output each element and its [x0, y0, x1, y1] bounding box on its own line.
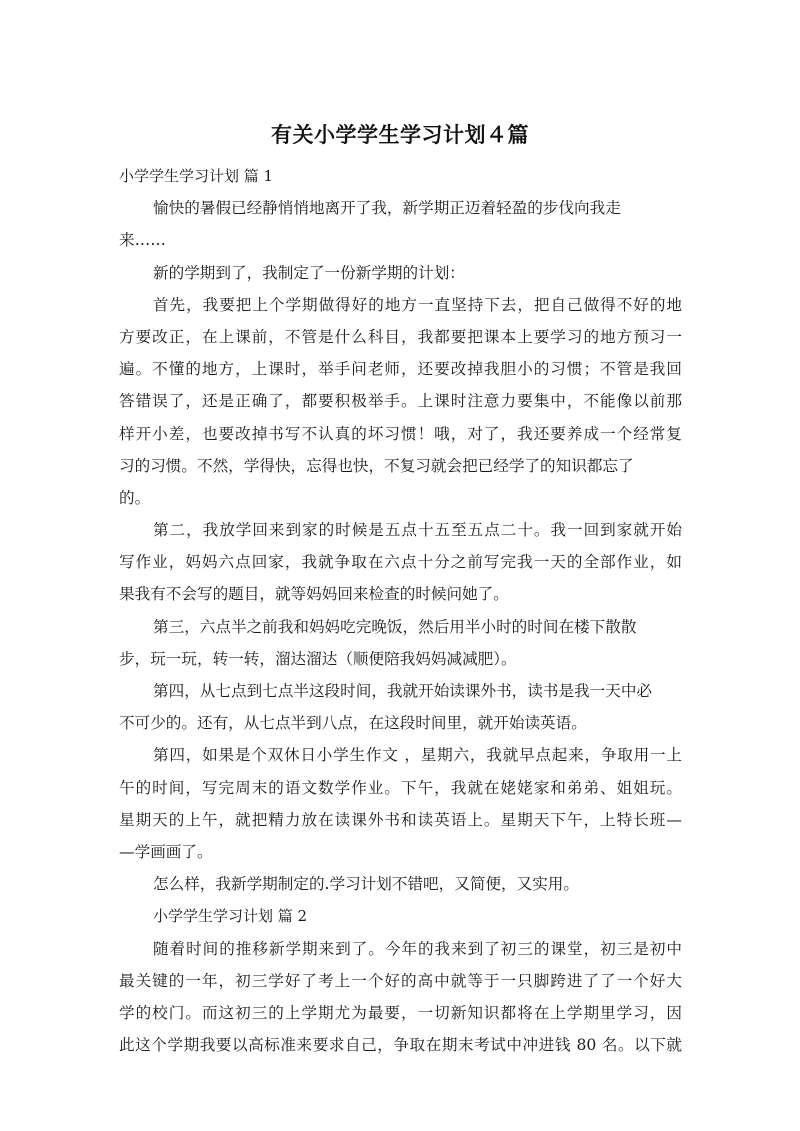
text-line: 答错误了，还是正确了，都要积极举手。上课时注意力要集中，不能像以前那	[119, 392, 682, 411]
text-line: 的。	[119, 488, 151, 507]
document-body	[119, 160, 682, 1061]
text-line: 午的时间，写完周末的语文数学作业。下午，我就在姥姥家和弟弟、姐姐玩。	[119, 778, 682, 797]
text-line: 随着时间的推移新学期来到了。今年的我来到了初三的课堂，初三是初中	[153, 939, 682, 958]
text-line: 样开小差，也要改掉书写不认真的坏习惯！哦，对了，我还要养成一个经常复	[119, 424, 682, 443]
text-line: 新的学期到了，我制定了一份新学期的计划：	[153, 263, 465, 282]
text-line: 第二，我放学回来到家的时候是五点十五至五点二十。我一回到家就开始	[153, 521, 682, 540]
text-line: 第三，六点半之前我和妈妈吃完晚饭，然后用半小时的时间在楼下散散	[153, 617, 637, 636]
text-line: 来……	[119, 231, 166, 250]
text-line: 不可少的。还有，从七点半到八点，在这段时间里，就开始读英语。	[119, 714, 587, 733]
text-line: 习的习惯。不然，学得快，忘得也快，不复习就会把已经学了的知识都忘了	[119, 456, 634, 475]
text-line: 第四，从七点到七点半这段时间，我就开始读课外书，读书是我一天中必	[153, 682, 653, 700]
text-line: 怎么样，我新学期制定的.学习计划不错吧，又简便，又实用。	[153, 875, 579, 894]
section-heading: 小学学生学习计划 篇 1	[119, 167, 274, 185]
document-title: 有关小学学生学习计划４篇	[271, 123, 529, 147]
text-line: 学的校门。而这初三的上学期尤为最要，一切新知识都将在上学期里学习，因	[119, 1003, 682, 1022]
text-line: 第四，如果是个双休日小学生作文 ，星期六，我就早点起来，争取用一上	[153, 746, 682, 765]
text-line: 果我有不会写的题目，就等妈妈回来检查的时候问她了。	[119, 585, 509, 604]
text-line: 最关键的一年，初三学好了考上一个好的高中就等于一只脚跨进了了一个好大	[119, 971, 682, 990]
section-heading: 小学学生学习计划 篇 2	[153, 907, 308, 926]
text-line: 遍。不懂的地方，上课时，举手问老师，还要改掉我胆小的习惯；不管是我回	[119, 360, 682, 379]
text-line: —学画画了。	[119, 842, 213, 861]
text-line: 星期天的上午，就把精力放在读课外书和读英语上。星期天下午，上特长班—	[119, 810, 682, 829]
text-line: 方要改正，在上课前，不管是什么科目，我都要把课本上要学习的地方预习一	[119, 327, 682, 346]
text-line: 此这个学期我要以高标准来要求自己，争取在期末考试中冲进钱 80 名。以下就	[119, 1036, 682, 1055]
text-line: 首先，我要把上个学期做得好的地方一直坚持下去，把自己做得不好的地	[153, 295, 682, 314]
text-line: 写作业，妈妈六点回家，我就争取在六点十分之前写完我一天的全部作业，如	[119, 553, 682, 572]
text-line: 步，玩一玩，转一转，溜达溜达（顺便陪我妈妈减减肥）。	[119, 649, 517, 668]
text-line: 愉快的暑假已经静悄悄地离开了我，新学期正迈着轻盈的步伐向我走	[153, 199, 621, 218]
